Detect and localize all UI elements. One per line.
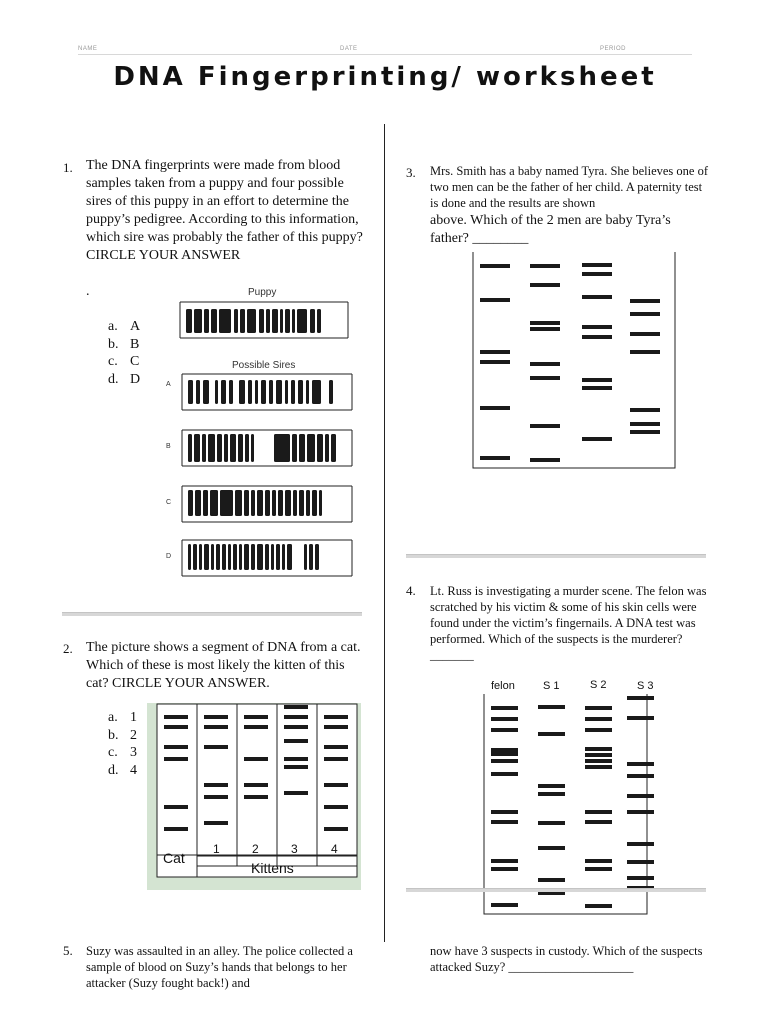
gel-band <box>491 820 518 824</box>
name-label: NAME <box>78 46 98 52</box>
sire-c-band <box>278 490 283 516</box>
gel-band <box>530 283 560 287</box>
sires-label: Possible Sires <box>232 360 296 371</box>
gel-band <box>284 715 308 719</box>
gel-band <box>204 821 228 825</box>
gel-band <box>480 264 510 268</box>
puppy-band <box>310 309 315 333</box>
sire-a-band <box>276 380 282 404</box>
sire-b-band <box>230 434 236 462</box>
puppy-label: Puppy <box>248 287 277 298</box>
gel-band <box>630 312 660 316</box>
lane-label-2: 2 <box>252 842 259 856</box>
gel-band <box>284 739 308 743</box>
sire-c-band <box>220 490 233 516</box>
sire-a-band <box>229 380 233 404</box>
lane-label-4: 4 <box>331 842 338 856</box>
gel-band <box>585 859 612 863</box>
gel-band <box>627 794 654 798</box>
gel-band <box>491 859 518 863</box>
sire-d-band <box>211 544 214 570</box>
gel-band <box>491 748 518 752</box>
gel-band <box>585 904 612 908</box>
gel-band <box>582 386 612 390</box>
sire-c-band <box>257 490 263 516</box>
q5-continuation: now have 3 suspects in custody. Which of the suspects attacked Suzy? ____________________ <box>430 944 703 974</box>
sire-a-band <box>215 380 218 404</box>
sire-c-band <box>319 490 322 516</box>
gel-band <box>284 791 308 795</box>
sire-d-band <box>271 544 274 570</box>
sire-a-band <box>291 380 295 404</box>
gel-band <box>491 759 518 763</box>
gel-band <box>324 783 348 787</box>
sire-a-band <box>255 380 258 404</box>
gel-band <box>324 725 348 729</box>
q2-number: 2. <box>63 641 73 656</box>
sire-d-band <box>193 544 197 570</box>
gel-band <box>538 821 565 825</box>
q1-options <box>108 318 140 388</box>
q1-option-c[interactable]: c. C <box>108 354 140 369</box>
sire-d-band <box>257 544 263 570</box>
gel-band <box>204 783 228 787</box>
sire-c-band <box>195 490 201 516</box>
q2-gel-figure <box>147 703 361 890</box>
date-label: DATE <box>340 46 358 52</box>
puppy-band <box>204 309 209 333</box>
sire-c-band <box>293 490 297 516</box>
puppy-band <box>247 309 256 333</box>
q1-dna-figure <box>160 282 360 577</box>
sire-c-band <box>244 490 249 516</box>
sire-a-band <box>203 380 209 404</box>
sire-b-band <box>299 434 305 462</box>
cat-label: Cat <box>163 850 185 866</box>
sire-c-band <box>285 490 291 516</box>
gel-band <box>582 437 612 441</box>
gel-band <box>585 810 612 814</box>
gel-band <box>204 745 228 749</box>
gel-band <box>627 876 654 880</box>
gel-band <box>538 705 565 709</box>
sire-b-band <box>202 434 206 462</box>
gel-band <box>530 376 560 380</box>
puppy-band <box>211 309 217 333</box>
q1-option-a[interactable]: a. A <box>108 319 141 334</box>
lane-label-s2: S 2 <box>590 679 607 691</box>
gel-band <box>582 325 612 329</box>
section-separator <box>406 888 706 892</box>
sire-d-band <box>239 544 242 570</box>
gel-band <box>585 753 612 757</box>
lane-label-felon: felon <box>491 680 515 692</box>
sire-d-band <box>309 544 313 570</box>
gel-band <box>630 430 660 434</box>
sire-b-band <box>208 434 215 462</box>
lane-label-1: 1 <box>213 842 220 856</box>
gel-band <box>585 820 612 824</box>
sire-label-d: D <box>166 553 172 560</box>
gel-band <box>585 728 612 732</box>
gel-band <box>630 299 660 303</box>
gel-band <box>491 717 518 721</box>
gel-band <box>538 784 565 788</box>
sire-c-band <box>272 490 276 516</box>
gel-band <box>491 706 518 710</box>
section-separator <box>406 554 706 558</box>
puppy-band <box>194 309 202 333</box>
sire-d-band <box>216 544 220 570</box>
sire-a-band <box>196 380 200 404</box>
gel-band <box>480 456 510 460</box>
gel-band <box>530 321 560 325</box>
gel-band <box>324 715 348 719</box>
q4-murder-gel <box>483 676 669 916</box>
q3-text-large: above. Which of the 2 men are baby Tyra’s father? ________ <box>430 213 671 246</box>
q2-options <box>108 709 137 779</box>
sire-c-band <box>251 490 255 516</box>
sire-d-band <box>199 544 202 570</box>
q3-number: 3. <box>406 165 416 180</box>
gel-band <box>204 715 228 719</box>
sire-b-band <box>307 434 315 462</box>
sire-b-band <box>194 434 200 462</box>
gel-band <box>585 706 612 710</box>
sire-b-band <box>217 434 222 462</box>
puppy-band <box>240 309 245 333</box>
sire-label-c: C <box>166 499 172 506</box>
gel-band <box>244 715 268 719</box>
gel-band <box>530 264 560 268</box>
gel-band <box>630 408 660 412</box>
sire-d-band <box>276 544 280 570</box>
sire-d-band <box>251 544 255 570</box>
gel-band <box>582 378 612 382</box>
gel-band <box>491 810 518 814</box>
sire-b-band <box>325 434 329 462</box>
sire-a-band <box>261 380 266 404</box>
puppy-band <box>234 309 238 333</box>
gel-band <box>164 745 188 749</box>
sire-b-band <box>274 434 290 462</box>
gel-band <box>530 424 560 428</box>
gel-band <box>627 860 654 864</box>
gel-band <box>585 765 612 769</box>
q1-option-d[interactable]: d. D <box>108 371 141 387</box>
gel-band <box>491 752 518 756</box>
gel-band <box>491 772 518 776</box>
sire-c-band <box>306 490 310 516</box>
gel-band <box>324 805 348 809</box>
sire-d-band <box>287 544 292 570</box>
gel-band <box>538 878 565 882</box>
sire-b-band <box>188 434 192 462</box>
sire-a-band <box>269 380 273 404</box>
sire-d-band <box>228 544 231 570</box>
gel-band <box>244 725 268 729</box>
lane-label-s1: S 1 <box>543 680 560 692</box>
gel-band <box>324 827 348 831</box>
gel-band <box>491 903 518 907</box>
sire-c-band <box>299 490 304 516</box>
sire-c-band <box>312 490 317 516</box>
q2-text: The picture shows a segment of DNA from a cat. Which of these is most likely the kitten of this cat? CIRCLE YOUR ANSWER. <box>86 640 361 691</box>
gel-band <box>582 272 612 276</box>
gel-band <box>627 774 654 778</box>
sire-label-b: B <box>166 443 171 450</box>
gel-band <box>491 728 518 732</box>
lane-label-3: 3 <box>291 842 298 856</box>
gel-band <box>582 295 612 299</box>
gel-band <box>324 757 348 761</box>
sire-a-band <box>298 380 303 404</box>
q2-option-b[interactable]: b. 2 <box>108 727 137 743</box>
puppy-band <box>285 309 290 333</box>
sire-d-band <box>265 544 269 570</box>
gel-band <box>491 867 518 871</box>
gel-band <box>585 867 612 871</box>
gel-band <box>582 263 612 267</box>
worksheet-title: DNA Fingerprinting/ worksheet <box>113 62 657 92</box>
gel-band <box>284 757 308 761</box>
sire-c-band <box>265 490 270 516</box>
gel-band <box>204 795 228 799</box>
section-separator <box>62 612 362 616</box>
gel-band <box>630 422 660 426</box>
gel-band <box>538 732 565 736</box>
sire-c-band <box>203 490 208 516</box>
gel-band <box>585 717 612 721</box>
gel-band <box>164 715 188 719</box>
sire-d-band <box>315 544 319 570</box>
gel-band <box>530 362 560 366</box>
sire-b-band <box>317 434 323 462</box>
kittens-label: Kittens <box>251 860 294 876</box>
sire-a-band <box>285 380 288 404</box>
sire-a-band <box>306 380 309 404</box>
sire-d-band <box>222 544 226 570</box>
gel-band <box>284 705 308 709</box>
sire-a-band <box>188 380 193 404</box>
sire-b-band <box>245 434 249 462</box>
sire-b-band <box>251 434 254 462</box>
q1-text: The DNA fingerprints were made from blood samples taken from a puppy and four possible sires of this puppy in an effort to determine the puppy’s pedigree. According to this information, which sire was probably the father of this puppy? CIRCLE YOUR ANSWER <box>86 158 363 263</box>
puppy-band <box>272 309 278 333</box>
sire-a-band <box>239 380 245 404</box>
gel-frame <box>484 694 647 914</box>
sire-a-band <box>248 380 252 404</box>
puppy-band <box>317 309 321 333</box>
gel-band <box>244 783 268 787</box>
q5-number: 5. <box>63 943 73 958</box>
lane-label-s3: S 3 <box>637 680 654 692</box>
gel-band <box>538 792 565 796</box>
sire-c-band <box>235 490 242 516</box>
gel-band <box>204 725 228 729</box>
gel-band <box>244 757 268 761</box>
sire-a-band <box>312 380 321 404</box>
gel-band <box>164 725 188 729</box>
puppy-band <box>219 309 231 333</box>
puppy-band <box>266 309 270 333</box>
gel-band <box>480 350 510 354</box>
puppy-band <box>259 309 264 333</box>
gel-band <box>627 716 654 720</box>
gel-band <box>627 842 654 846</box>
puppy-band <box>292 309 295 333</box>
q2-option-d[interactable]: d. 4 <box>108 762 137 778</box>
gel-band <box>530 458 560 462</box>
gel-band <box>164 757 188 761</box>
sire-d-band <box>282 544 285 570</box>
q4-number: 4. <box>406 583 416 598</box>
sire-b-band <box>292 434 297 462</box>
puppy-band <box>186 309 192 333</box>
column-divider <box>384 124 385 942</box>
q4-text: Lt. Russ is investigating a murder scene. The felon was scratched by his victim & some of his skin cells were found under the victim’s fingernails. A DNA test was performed. Which of the suspects is the murderer? _______ <box>430 584 707 662</box>
gel-band <box>164 827 188 831</box>
gel-band <box>244 795 268 799</box>
q3-text-small: Mrs. Smith has a baby named Tyra. She believes one of two men can be the father of her child. A paternity test is done and the results are shown <box>430 164 709 210</box>
q1-trailing: . <box>86 284 90 299</box>
gel-band <box>582 335 612 339</box>
gel-band <box>480 406 510 410</box>
gel-band <box>284 765 308 769</box>
gel-band <box>164 805 188 809</box>
sire-b-band <box>238 434 243 462</box>
q2-option-a[interactable]: a. 1 <box>108 710 137 725</box>
gel-band <box>324 745 348 749</box>
sire-c-band <box>188 490 193 516</box>
q5-text: Suzy was assaulted in an alley. The police collected a sample of blood on Suzy’s hands that belongs to her attacker (Suzy fought back!) and <box>86 944 353 990</box>
gel-band <box>538 846 565 850</box>
sire-d-band <box>244 544 249 570</box>
sire-d-band <box>188 544 191 570</box>
gel-band <box>627 696 654 700</box>
gel-band <box>630 332 660 336</box>
gel-band <box>585 759 612 763</box>
gel-band <box>630 350 660 354</box>
gel-band <box>530 327 560 331</box>
sire-label-a: A <box>166 381 171 388</box>
sire-d-band <box>304 544 307 570</box>
gel-band <box>480 360 510 364</box>
gel-band <box>284 725 308 729</box>
sire-b-band <box>224 434 228 462</box>
q3-paternity-gel <box>470 252 680 472</box>
header-rule <box>78 54 692 55</box>
sire-d-band <box>204 544 209 570</box>
puppy-band <box>280 309 283 333</box>
puppy-band <box>297 309 307 333</box>
q1-option-b[interactable]: b. B <box>108 336 140 352</box>
sire-b-band <box>331 434 336 462</box>
q2-option-c[interactable]: c. 3 <box>108 745 137 760</box>
gel-band <box>585 747 612 751</box>
gel-band <box>627 810 654 814</box>
sire-a-band <box>221 380 226 404</box>
gel-band <box>627 762 654 766</box>
period-label: PERIOD <box>600 46 627 52</box>
sire-a-band <box>329 380 333 404</box>
q1-number: 1. <box>63 160 73 175</box>
gel-band <box>480 298 510 302</box>
sire-d-band <box>233 544 237 570</box>
sire-c-band <box>210 490 218 516</box>
